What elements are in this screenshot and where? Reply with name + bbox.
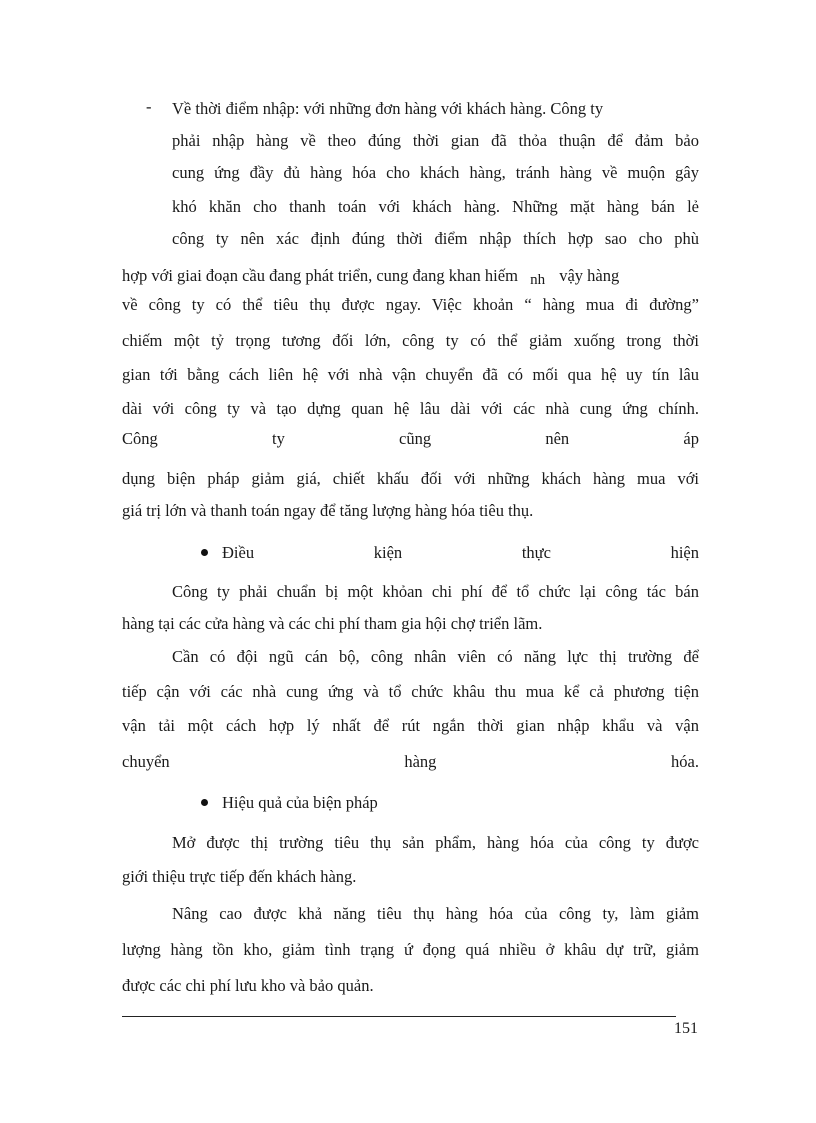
text-line: hàng tại các cửa hàng và các chi phí tham gia hội chợ triển lãm. (122, 614, 543, 633)
word: cũng (399, 429, 432, 448)
text-line (122, 265, 619, 288)
word: hàng (404, 752, 437, 771)
text-line: dụng biện pháp giảm giá, chiết khấu đối với những khách hàng mua với (122, 469, 699, 488)
spread-line (122, 428, 699, 450)
heading-effect: Hiệu quả của biện pháp (222, 793, 378, 812)
text-line: Công ty phải chuẩn bị một khỏan chi phí để tổ chức lại công tác bán (172, 582, 699, 601)
text-line: Cần có đội ngũ cán bộ, công nhân viên có năng lực thị trường để (172, 647, 699, 666)
bullet-icon (201, 549, 208, 556)
text-line: giới thiệu trực tiếp đến khách hàng. (122, 867, 357, 886)
bullet-icon (201, 799, 208, 806)
text-fragment-nh: nh (530, 272, 546, 288)
word: hiện (670, 543, 699, 562)
text-line: gian tới bằng cách liên hệ với nhà vận chuyển đã có mối qua hệ uy tín lâu (122, 365, 699, 384)
word: Điều (222, 543, 255, 562)
word: nên (545, 429, 570, 448)
text-line: chiếm một tỷ trọng tương đối lớn, công ty có thể giảm xuống trong thời (122, 331, 699, 350)
text-line: Về thời điểm nhập: với những đơn hàng với khách hàng. Công ty (172, 99, 604, 118)
word: ty (271, 429, 285, 448)
dash-marker: - (146, 97, 152, 116)
word: kiện (373, 543, 403, 562)
footer-rule (122, 1016, 676, 1017)
text-line: được các chi phí lưu kho và bảo quản. (122, 976, 374, 995)
word: Công (122, 429, 158, 448)
word: áp (683, 429, 699, 448)
text-line: giá trị lớn và thanh toán ngay để tăng lượng hàng hóa tiêu thụ. (122, 501, 534, 520)
text-fragment: hợp với giai đoạn cầu đang phát triển, cung đang khan hiếm (122, 266, 518, 285)
spread-line (122, 751, 699, 773)
word: hóa. (671, 752, 699, 771)
text-line: khó khăn cho thanh toán với khách hàng. Những mặt hàng bán lẻ (172, 197, 699, 216)
text-line: công ty nên xác định đúng thời điểm nhập thích hợp sao cho phù (172, 229, 699, 248)
text-line: vận tải một cách hợp lý nhất để rút ngắn thời gian nhập khẩu và vận (122, 716, 699, 735)
text-line: về công ty có thể tiêu thụ được ngay. Việc khoản “ hàng mua đi đường” (122, 295, 699, 314)
text-fragment: vậy hàng (559, 266, 620, 285)
heading-conditions (222, 542, 699, 564)
page-number: 151 (674, 1020, 698, 1037)
text-line: Mở được thị trường tiêu thụ sản phẩm, hàng hóa của công ty được (172, 833, 699, 852)
text-line: cung ứng đầy đủ hàng hóa cho khách hàng, tránh hàng về muộn gây (172, 163, 699, 182)
text-line: lượng hàng tồn kho, giảm tình trạng ứ đọng quá nhiều ở khâu dự trữ, giảm (122, 940, 699, 959)
text-line: phải nhập hàng về theo đúng thời gian đã thỏa thuận để đảm bảo (172, 131, 699, 150)
word: thực (521, 543, 551, 562)
text-line: Nâng cao được khả năng tiêu thụ hàng hóa của công ty, làm giảm (172, 904, 699, 923)
text-line: dài với công ty và tạo dựng quan hệ lâu dài với các nhà cung ứng chính. (122, 399, 699, 418)
text-line: tiếp cận với các nhà cung ứng và tổ chức khâu thu mua kể cả phương tiện (122, 682, 699, 701)
word: chuyển (122, 752, 170, 771)
